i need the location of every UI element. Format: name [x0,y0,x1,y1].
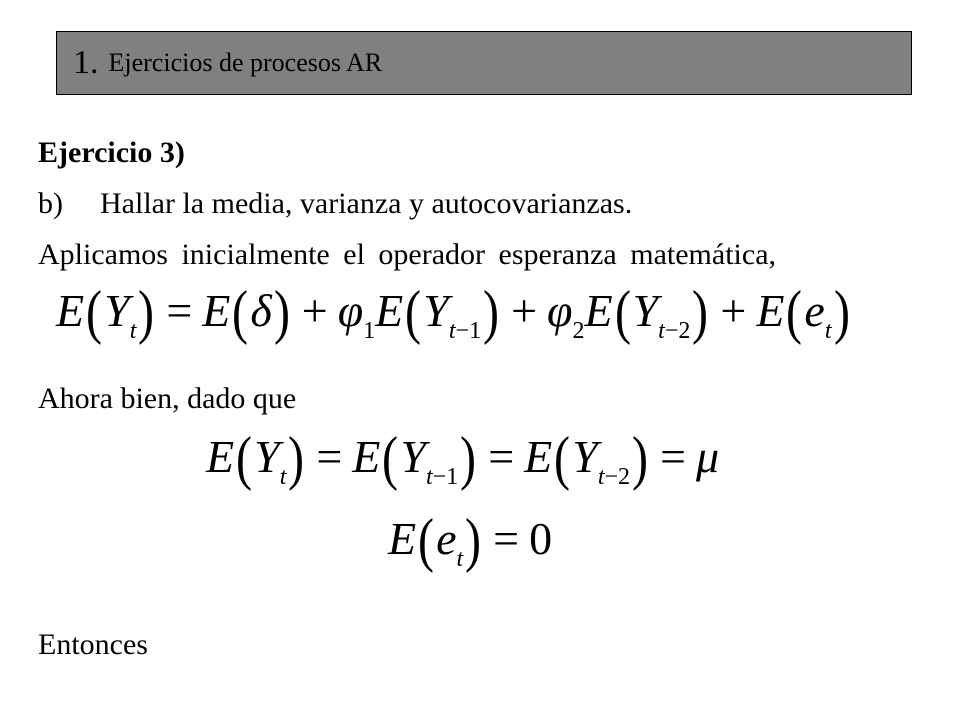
item-label: b) [38,187,63,220]
equation-error-mean: $E(e_t) = 0$ [388,507,553,573]
slide-title-number: 1. [73,44,99,81]
exercise-item [38,187,632,221]
equation-stationary-mean: $E(Y_t) = E(Y_{t-1}) = E(Y_{t-2}) = \mu$ [206,425,720,491]
middle-text: Ahora bien, dado que [38,382,297,415]
final-text: Entonces [38,628,148,661]
equation-expectation-ar2: $E(Y_t) = E(\delta) + \varphi_1E(Y_{t-1}) + \varphi_2E(Y_{t-2}) + E(e_t)$ [56,279,850,345]
item-text: Hallar la media, varianza y autocovarianzas. [100,187,633,220]
exercise-heading: Ejercicio 3) [38,136,185,169]
intro-text: Aplicamos inicialmente el operador esperanza matemática, [38,238,777,271]
slide-title-text: Ejercicios de procesos AR [108,48,383,77]
slide-title-bar [56,31,912,95]
